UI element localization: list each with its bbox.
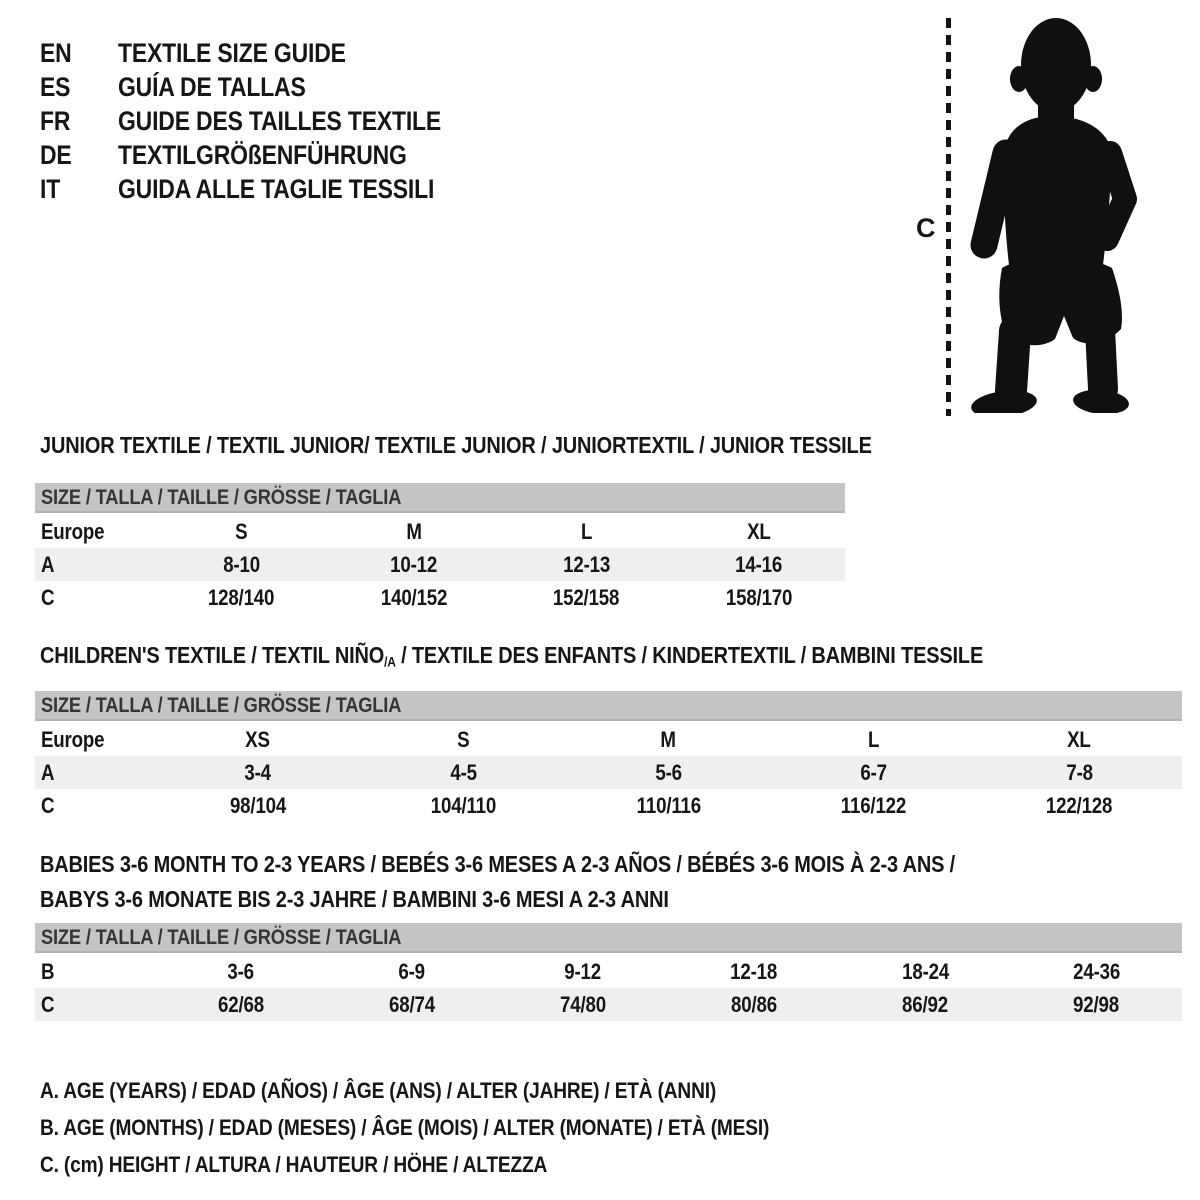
- language-row-de: [40, 138, 498, 172]
- baby-silhouette-icon: [960, 13, 1140, 413]
- table-cell: 122/128: [1046, 792, 1113, 818]
- table-row-a: [35, 548, 845, 581]
- language-code: IT: [40, 173, 61, 204]
- table-cell: 4-5: [449, 759, 477, 785]
- table-row-c: [35, 988, 1182, 1021]
- table-cell: 140/152: [380, 584, 447, 610]
- language-row-it: [40, 172, 498, 206]
- table-row-c: [35, 581, 845, 614]
- row-label: C: [41, 991, 55, 1017]
- table-cell: 9-12: [564, 958, 602, 984]
- table-cell: 3-6: [227, 958, 254, 984]
- language-title: GUIDA ALLE TAGLIE TESSILI: [118, 173, 435, 204]
- table-cell: 68/74: [388, 991, 435, 1017]
- language-code: EN: [40, 37, 72, 68]
- size-header-bar: SIZE / TALLA / TAILLE / GRÖSSE / TAGLIA: [35, 691, 1182, 721]
- table-cell: 110/116: [636, 792, 701, 818]
- table-cell: 6-9: [398, 958, 426, 984]
- table-cell: M: [406, 518, 422, 544]
- language-row-es: [40, 70, 498, 104]
- table-cell: L: [868, 726, 880, 752]
- language-title: GUÍA DE TALLAS: [118, 71, 306, 102]
- table-cell: 158/170: [725, 584, 792, 610]
- row-label: A: [41, 551, 55, 577]
- table-cell: 62/68: [217, 991, 264, 1017]
- language-code: DE: [40, 139, 72, 170]
- table-cell: 86/92: [902, 991, 949, 1017]
- junior-table: [35, 483, 845, 614]
- language-code: FR: [40, 105, 71, 136]
- language-title: TEXTILGRÖßENFÜHRUNG: [118, 139, 407, 170]
- table-cell: 18-24: [901, 958, 949, 984]
- table-row-c: [35, 789, 1182, 822]
- table-cell: XL: [746, 518, 771, 544]
- table-cell: 104/110: [430, 792, 496, 818]
- height-measure-label: C: [916, 213, 936, 243]
- table-row-europe: [35, 723, 1182, 756]
- table-cell: 12-13: [562, 551, 610, 577]
- children-table: [35, 691, 1182, 822]
- row-label: C: [41, 792, 55, 818]
- babies-section-title: BABIES 3-6 MONTH TO 2-3 YEARS / BEBÉS 3-6 MESES A 2-3 AÑOS / BÉBÉS 3-6 MOIS À 2-3 ANS / BABYS 3-6 MONATE BIS 2-3 JAHRE / BAMBINI 3-6 MESI A 2-3 ANNI: [40, 851, 956, 912]
- table-cell: 7-8: [1066, 759, 1093, 785]
- children-section-title: CHILDREN'S TEXTILE / TEXTIL $NIÑO_{/A}$ / TEXTILE DES ENFANTS / KINDERTEXTIL / BAMBINI TESSILE: [40, 642, 984, 670]
- row-label: Europe: [41, 518, 105, 544]
- language-code: ES: [40, 71, 71, 102]
- table-cell: 116/122: [841, 792, 907, 818]
- language-title: GUIDE DES TAILLES TEXTILE: [118, 105, 442, 136]
- table-cell: 12-18: [730, 958, 778, 984]
- table-cell: L: [580, 518, 592, 544]
- table-cell: 8-10: [222, 551, 260, 577]
- table-cell: 92/98: [1073, 991, 1120, 1017]
- table-cell: 128/140: [208, 584, 275, 610]
- size-header-bar: SIZE / TALLA / TAILLE / GRÖSSE / TAGLIA: [35, 923, 1182, 953]
- language-list: [40, 36, 498, 206]
- junior-section-title: JUNIOR TEXTILE / TEXTIL JUNIOR/ TEXTILE JUNIOR / JUNIORTEXTIL / JUNIOR TESSILE: [40, 432, 872, 458]
- table-cell: M: [660, 726, 677, 752]
- table-row-b: [35, 955, 1182, 988]
- legend-line-c: C. (cm) HEIGHT / ALTURA / HAUTEUR / HÖHE / ALTEZZA: [40, 1152, 548, 1177]
- table-cell: 98/104: [229, 792, 286, 818]
- row-label: B: [41, 958, 55, 984]
- table-cell: 5-6: [655, 759, 682, 785]
- row-label: Europe: [41, 726, 105, 752]
- row-label: A: [41, 759, 55, 785]
- table-cell: S: [456, 726, 470, 752]
- table-cell: 152/158: [553, 584, 620, 610]
- size-header-bar: SIZE / TALLA / TAILLE / GRÖSSE / TAGLIA: [35, 483, 845, 513]
- row-label: C: [41, 584, 55, 610]
- table-cell: 24-36: [1072, 958, 1120, 984]
- table-cell: XL: [1067, 726, 1092, 752]
- measurement-legend: [40, 1072, 898, 1183]
- table-row-a: [35, 756, 1182, 789]
- language-row-fr: [40, 104, 498, 138]
- legend-line-b: B. AGE (MONTHS) / EDAD (MESES) / ÂGE (MOIS) / ALTER (MONATE) / ETÀ (MESI): [40, 1115, 770, 1140]
- table-cell: S: [235, 518, 248, 544]
- table-cell: 6-7: [860, 759, 888, 785]
- table-cell: 10-12: [390, 551, 438, 577]
- table-cell: 3-4: [244, 759, 271, 785]
- language-row-en: [40, 36, 498, 70]
- table-cell: 14-16: [735, 551, 783, 577]
- legend-line-a: A. AGE (YEARS) / EDAD (AÑOS) / ÂGE (ANS) / ALTER (JAHRE) / ETÀ (ANNI): [40, 1078, 717, 1103]
- nino-a-subscript: /A: [384, 653, 396, 670]
- height-measure-dashed-line: [946, 18, 951, 416]
- babies-table: [35, 923, 1182, 1021]
- table-cell: 74/80: [559, 991, 606, 1017]
- table-row-europe: [35, 515, 845, 548]
- table-cell: XS: [245, 726, 271, 752]
- language-title: TEXTILE SIZE GUIDE: [118, 37, 346, 68]
- table-cell: 80/86: [731, 991, 778, 1017]
